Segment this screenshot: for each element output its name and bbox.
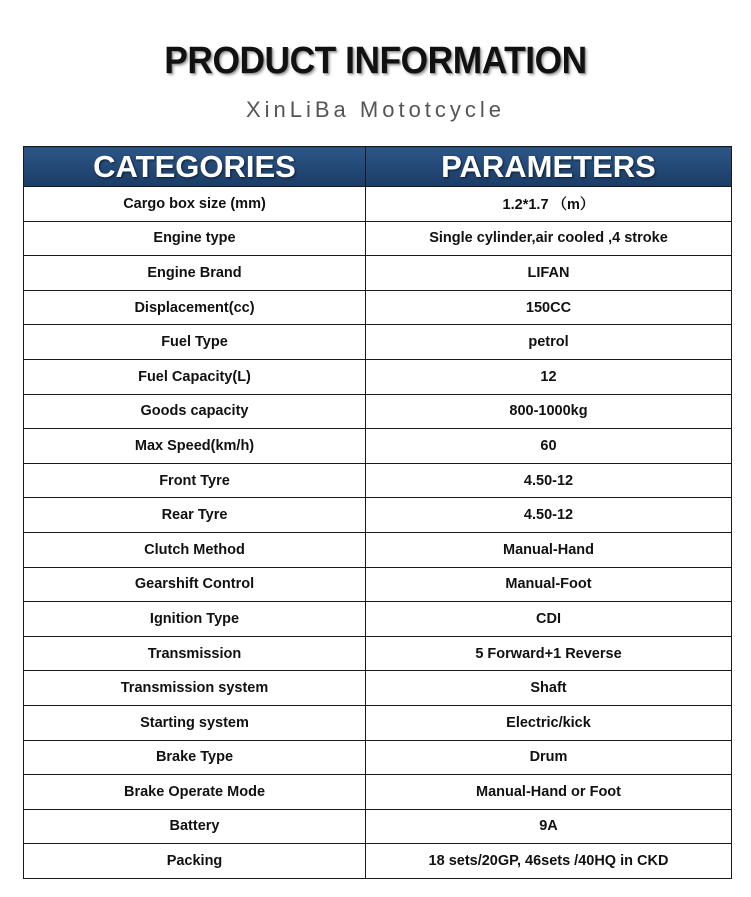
- parameter-cell: 18 sets/20GP, 46sets /40HQ in CKD: [366, 844, 732, 879]
- parameter-cell: Manual-Hand: [366, 532, 732, 567]
- category-cell: Front Tyre: [24, 463, 366, 498]
- category-cell: Clutch Method: [24, 532, 366, 567]
- category-cell: Max Speed(km/h): [24, 429, 366, 464]
- parameter-cell: 800-1000kg: [366, 394, 732, 429]
- category-cell: Rear Tyre: [24, 498, 366, 533]
- table-row: [24, 394, 732, 429]
- parameter-cell: 9A: [366, 809, 732, 844]
- parameter-cell: 150CC: [366, 290, 732, 325]
- parameter-cell: 4.50-12: [366, 498, 732, 533]
- parameter-cell: 4.50-12: [366, 463, 732, 498]
- table-row: [24, 359, 732, 394]
- table-row: [24, 809, 732, 844]
- category-cell: Displacement(cc): [24, 290, 366, 325]
- parameter-cell: CDI: [366, 602, 732, 637]
- category-cell: Engine type: [24, 221, 366, 256]
- table-row: [24, 671, 732, 706]
- table-row: [24, 602, 732, 637]
- spec-table: [23, 146, 732, 879]
- category-cell: Gearshift Control: [24, 567, 366, 602]
- parameter-cell: 12: [366, 359, 732, 394]
- category-cell: Engine Brand: [24, 256, 366, 291]
- category-cell: Fuel Type: [24, 325, 366, 360]
- parameter-cell: Single cylinder,air cooled ,4 stroke: [366, 221, 732, 256]
- category-cell: Packing: [24, 844, 366, 879]
- table-row: [24, 532, 732, 567]
- parameter-cell: 1.2*1.7 （m）: [366, 187, 732, 222]
- table-row: [24, 221, 732, 256]
- table-row: [24, 187, 732, 222]
- category-cell: Battery: [24, 809, 366, 844]
- parameter-cell: Shaft: [366, 671, 732, 706]
- header-categories: CATEGORIES: [24, 147, 366, 187]
- parameter-cell: petrol: [366, 325, 732, 360]
- parameter-cell: LIFAN: [366, 256, 732, 291]
- category-cell: Transmission system: [24, 671, 366, 706]
- category-cell: Ignition Type: [24, 602, 366, 637]
- table-row: [24, 775, 732, 810]
- parameter-cell: Drum: [366, 740, 732, 775]
- table-row: [24, 463, 732, 498]
- parameter-cell: Manual-Hand or Foot: [366, 775, 732, 810]
- header-parameters: PARAMETERS: [366, 147, 732, 187]
- table-row: [24, 498, 732, 533]
- table-header-row: [24, 147, 732, 187]
- table-row: [24, 636, 732, 671]
- parameter-cell: Electric/kick: [366, 705, 732, 740]
- category-cell: Goods capacity: [24, 394, 366, 429]
- parameter-cell: Manual-Foot: [366, 567, 732, 602]
- table-row: [24, 290, 732, 325]
- table-row: [24, 844, 732, 879]
- category-cell: Cargo box size (mm): [24, 187, 366, 222]
- category-cell: Transmission: [24, 636, 366, 671]
- table-row: [24, 429, 732, 464]
- table-row: [24, 567, 732, 602]
- parameter-cell: 5 Forward+1 Reverse: [366, 636, 732, 671]
- page-title: PRODUCT INFORMATION: [164, 40, 587, 82]
- page-subtitle: XinLiBa Mototcycle: [245, 97, 506, 122]
- category-cell: Brake Type: [24, 740, 366, 775]
- table-row: [24, 256, 732, 291]
- table-row: [24, 740, 732, 775]
- table-row: [24, 325, 732, 360]
- category-cell: Brake Operate Mode: [24, 775, 366, 810]
- category-cell: Fuel Capacity(L): [24, 359, 366, 394]
- parameter-cell: 60: [366, 429, 732, 464]
- table-row: [24, 705, 732, 740]
- category-cell: Starting system: [24, 705, 366, 740]
